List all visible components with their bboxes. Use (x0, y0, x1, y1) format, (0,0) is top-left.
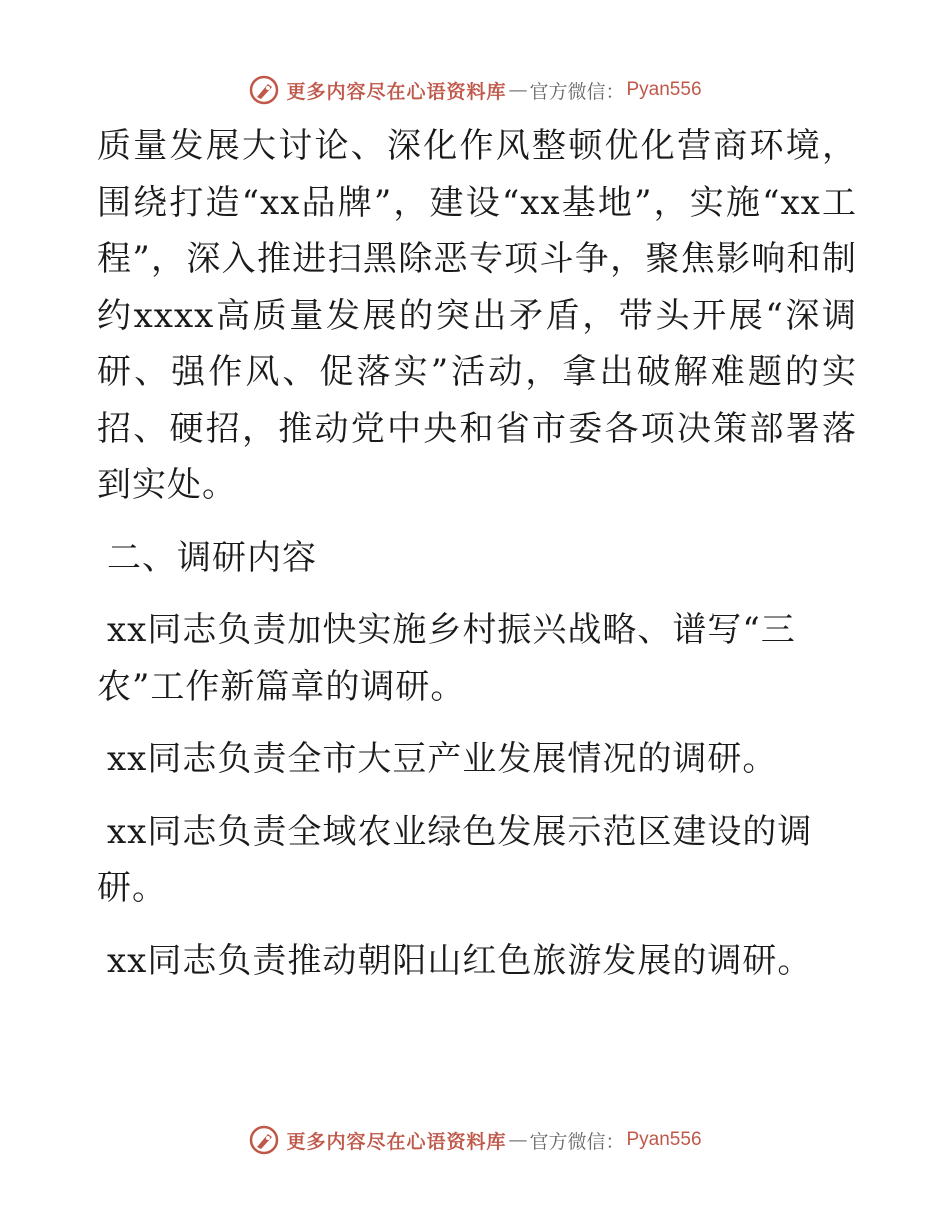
pen-nib-logo-icon (248, 74, 280, 106)
section-heading: 二、调研内容 (107, 537, 317, 578)
banner-wechat-handle: Pyan556 (626, 79, 702, 100)
banner-brand-text: 更多内容尽在心语资料库 (286, 80, 507, 103)
banner-separator: — (508, 79, 528, 101)
banner-wechat-label: 官方微信： (529, 1130, 625, 1153)
banner-separator: — (508, 1129, 528, 1151)
banner-wechat-label: 官方微信： (529, 80, 625, 103)
header-watermark-banner (0, 70, 950, 110)
document-body (97, 118, 857, 1005)
intro-paragraph: 质量发展大讨论、深化作风整顿优化营商环境，围绕打造“xx品牌”，建设“xx基地”，实施“xx工程”，深入推进扫黑除恶专项斗争，聚焦影响和制约xxxx高质量发展的突出矛盾，带头开展“深调研、强作风、促落实”活动，拿出破解难题的实招、硬招，推动党中央和省市委各项决策部署落到实处。 (97, 126, 857, 505)
footer-watermark-banner (0, 1120, 950, 1160)
list-item: xx同志负责全市大豆产业发展情况的调研。 (107, 739, 778, 779)
list-item: xx同志负责全域农业绿色发展示范区建设的调研。 (97, 811, 813, 908)
list-item: xx同志负责推动朝阳山红色旅游发展的调研。 (107, 940, 813, 981)
banner-wechat-handle: Pyan556 (626, 1129, 702, 1150)
banner-brand-text: 更多内容尽在心语资料库 (286, 1130, 507, 1153)
pen-nib-logo-icon (248, 1124, 280, 1156)
list-item: xx同志负责加快实施乡村振兴战略、谱写“三农”工作新篇章的调研。 (97, 610, 796, 707)
